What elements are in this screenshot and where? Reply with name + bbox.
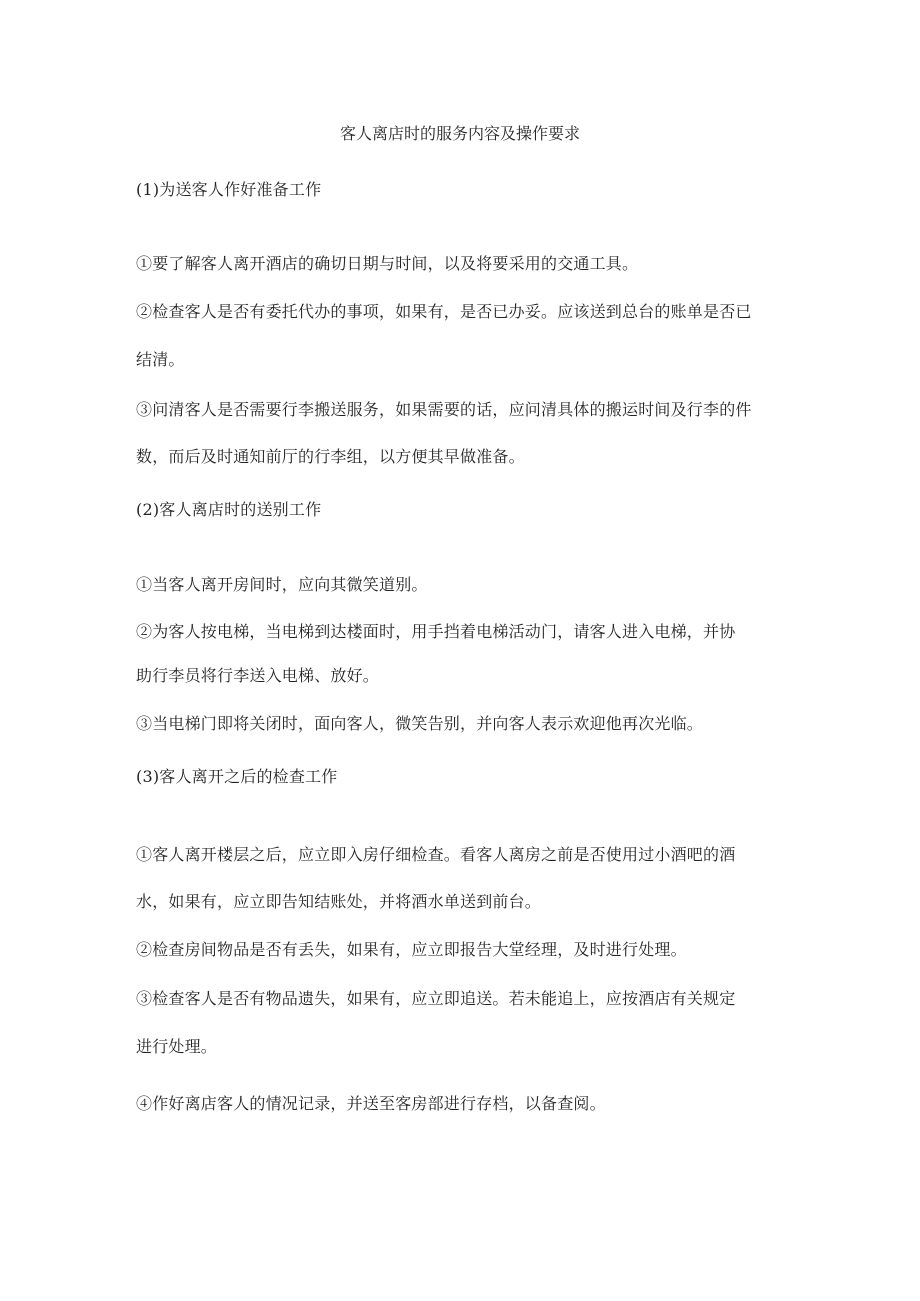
section-1-line-3: 结清。	[136, 350, 185, 369]
section-3-line-1: ①客人离开楼层之后，应立即入房仔细检查。看客人离房之前是否使用过小酒吧的酒	[136, 845, 736, 864]
section-heading-2: (2)客人离店时的送别工作	[136, 500, 322, 519]
section-3-line-3: ②检查房间物品是否有丢失，如果有，应立即报告大堂经理，及时进行处理。	[136, 940, 687, 959]
section-heading-1: (1)为送客人作好准备工作	[136, 180, 322, 199]
section-3-line-6: ④作好离店客人的情况记录，并送至客房部进行存档，以备查阅。	[136, 1094, 606, 1113]
section-1-line-5: 数，而后及时通知前厅的行李组，以方便其早做准备。	[136, 447, 525, 466]
section-2-line-4: ③当电梯门即将关闭时，面向客人，微笑告别，并向客人表示欢迎他再次光临。	[136, 714, 704, 733]
section-3-line-5: 进行处理。	[136, 1037, 218, 1056]
section-3-line-4: ③检查客人是否有物品遗失，如果有，应立即追送。若未能追上，应按酒店有关规定	[136, 989, 736, 1008]
section-1-line-1: ①要了解客人离开酒店的确切日期与时间，以及将要采用的交通工具。	[136, 254, 639, 273]
section-2-line-2: ②为客人按电梯，当电梯到达楼面时，用手挡着电梯活动门，请客人进入电梯，并协	[136, 622, 736, 641]
section-1-line-2: ②检查客人是否有委托代办的事项，如果有，是否已办妥。应该送到总台的账单是否已	[136, 302, 752, 321]
section-2-line-1: ①当客人离开房间时，应向其微笑道别。	[136, 575, 428, 594]
section-3-line-2: 水，如果有，应立即告知结账处，并将酒水单送到前台。	[136, 892, 542, 911]
section-heading-3: (3)客人离开之后的检查工作	[136, 767, 338, 786]
section-1-line-4: ③问清客人是否需要行李搬送服务，如果需要的话，应问清具体的搬运时间及行李的件	[136, 400, 752, 419]
section-2-line-3: 助行李员将行李送入电梯、放好。	[136, 666, 380, 685]
document-title: 客人离店时的服务内容及操作要求	[339, 124, 580, 143]
